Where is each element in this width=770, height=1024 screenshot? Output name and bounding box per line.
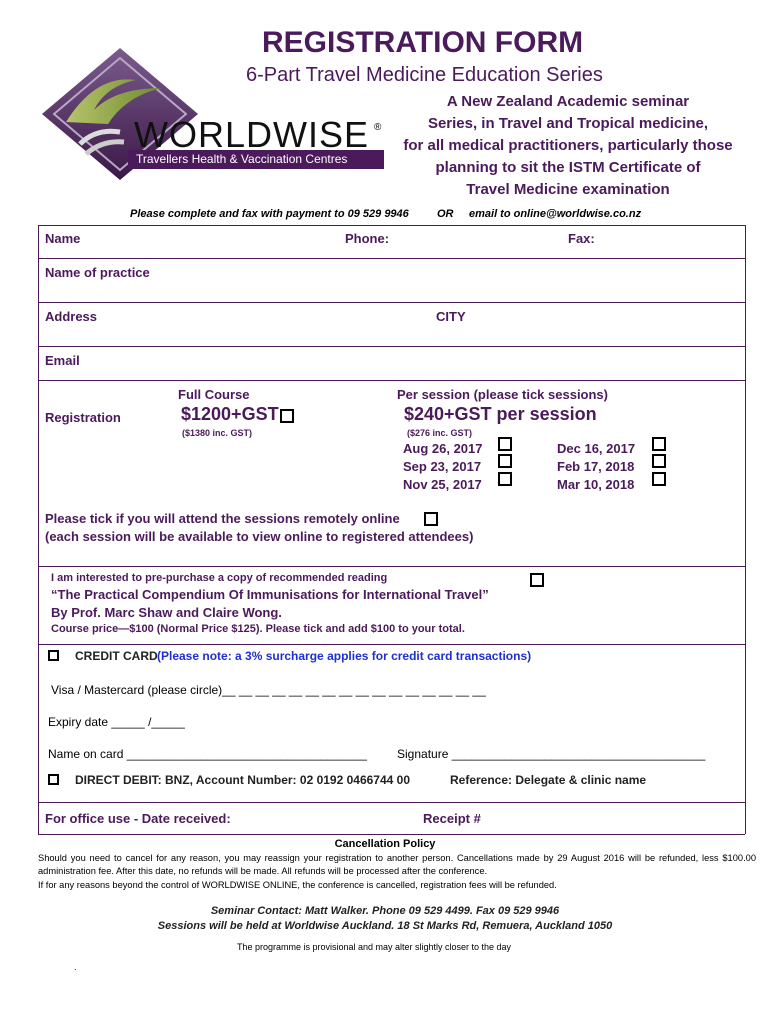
divider <box>38 802 745 803</box>
session-checkbox-mar[interactable] <box>652 472 666 486</box>
session-date: Mar 10, 2018 <box>557 477 635 492</box>
fax-label: Fax: <box>568 231 595 246</box>
seminar-venue: Sessions will be held at Worldwise Auckland. 18 St Marks Rd, Remuera, Auckland 1050 <box>157 920 613 932</box>
name-label: Name <box>45 231 81 246</box>
email-label: Email <box>45 353 80 368</box>
session-list-left <box>403 440 483 494</box>
divider <box>38 225 745 226</box>
remote-checkbox[interactable] <box>424 512 438 526</box>
session-date: Sep 23, 2017 <box>403 459 482 474</box>
divider <box>38 380 745 381</box>
reading-intro: I am interested to pre-purchase a copy of recommended reading <box>51 572 388 584</box>
page-subtitle: 6-Part Travel Medicine Education Series <box>246 64 603 86</box>
expiry-date-field[interactable]: Expiry date _____ /_____ <box>48 715 185 729</box>
city-label: CITY <box>436 309 466 324</box>
name-on-card-field[interactable]: Name on card ____________________________________ <box>48 747 367 761</box>
direct-debit-checkbox[interactable] <box>48 774 59 785</box>
remote-line-1: Please tick if you will attend the sessions remotely online <box>45 511 400 526</box>
logo-tagline: Travellers Health & Vaccination Centres <box>136 152 348 166</box>
credit-card-checkbox[interactable] <box>48 650 59 661</box>
page-title: REGISTRATION FORM <box>262 26 584 59</box>
per-session-price: $240+GST per session <box>404 404 597 424</box>
intro-text <box>392 91 744 201</box>
divider <box>38 566 745 567</box>
divider <box>38 346 745 347</box>
session-checkbox-nov[interactable] <box>498 472 512 486</box>
full-course-heading: Full Course <box>178 387 250 402</box>
seminar-contact: Seminar Contact: Matt Walker. Phone 09 529 4499. Fax 09 529 9946 <box>210 905 560 917</box>
reading-checkbox[interactable] <box>530 573 544 587</box>
logo-brand: WORLDWISE <box>134 114 370 155</box>
full-course-incl: ($1380 inc. GST) <box>182 428 253 438</box>
per-session-incl: ($276 inc. GST) <box>407 428 473 438</box>
session-checkbox-sep[interactable] <box>498 454 512 468</box>
reading-price-note: Course price—$100 (Normal Price $125). Please tick and add $100 to your total. <box>51 623 465 635</box>
fax-instruction: Please complete and fax with payment to 09 529 9946 <box>130 208 409 220</box>
session-date: Dec 16, 2017 <box>557 441 636 456</box>
remote-line-2: (each session will be available to view online to registered attendees) <box>45 529 474 544</box>
session-date: Feb 17, 2018 <box>557 459 635 474</box>
per-session-heading: Per session (please tick sessions) <box>397 387 608 402</box>
divider <box>38 644 745 645</box>
session-list-right <box>557 440 635 494</box>
full-course-price: $1200+GST <box>181 404 279 424</box>
cancellation-para-2: If for any reasons beyond the control of WORLDWISE ONLINE, the conference is cancelled, registration fees will be refunded. <box>38 880 557 890</box>
signature-field[interactable]: Signature ______________________________________ <box>397 747 706 761</box>
credit-card-label: CREDIT CARD <box>75 649 158 663</box>
cancellation-heading: Cancellation Policy <box>334 838 436 850</box>
registration-label: Registration <box>45 410 121 425</box>
session-checkbox-aug[interactable] <box>498 437 512 451</box>
address-label: Address <box>45 309 98 324</box>
surcharge-note: (Please note: a 3% surcharge applies for credit card transactions) <box>157 649 532 663</box>
cancellation-para-1: Should you need to cancel for any reason, you may reassign your registration to another person. Cancellations made by 29 August 2016 will be refunded, less $100.00 administration fee. After this date, no refunds will be made. All refunds will be processed after the conference. <box>38 853 756 876</box>
office-receipt: Receipt # <box>423 811 481 826</box>
session-date: Aug 26, 2017 <box>403 441 483 456</box>
intro-line: A New Zealand Academic seminar <box>446 93 690 110</box>
provisional-note: The programme is provisional and may alter slightly closer to the day <box>236 942 512 952</box>
direct-debit-label: DIRECT DEBIT: BNZ, Account Number: 02 0192 0466744 00 <box>75 773 410 787</box>
divider <box>38 258 745 259</box>
intro-line: Travel Medicine examination <box>466 181 670 198</box>
intro-line: for all medical practitioners, particularly those <box>403 137 733 154</box>
reference-label: Reference: Delegate & clinic name <box>450 773 647 787</box>
divider <box>38 834 745 835</box>
email-instruction: email to online@worldwise.co.nz <box>469 208 642 220</box>
book-authors: By Prof. Marc Shaw and Claire Wong. <box>51 605 282 620</box>
office-date-received: For office use - Date received: <box>45 811 231 826</box>
or-label: OR <box>437 208 454 220</box>
intro-line: Series, in Travel and Tropical medicine, <box>427 115 709 132</box>
session-checkbox-dec[interactable] <box>652 437 666 451</box>
divider <box>38 302 745 303</box>
practice-label: Name of practice <box>45 265 150 280</box>
stray-dot: . <box>74 962 77 972</box>
book-title: “The Practical Compendium Of Immunisations for International Travel” <box>51 587 489 602</box>
intro-line: planning to sit the ISTM Certificate of <box>435 159 701 176</box>
full-course-checkbox[interactable] <box>280 409 294 423</box>
phone-label: Phone: <box>345 231 390 246</box>
logo-registered: ® <box>374 122 382 133</box>
session-date: Nov 25, 2017 <box>403 477 482 492</box>
session-checkbox-feb[interactable] <box>652 454 666 468</box>
card-number-line[interactable]: Visa / Mastercard (please circle)__ __ __ __ __ __ __ __ __ __ __ __ __ __ __ __ <box>51 683 486 697</box>
